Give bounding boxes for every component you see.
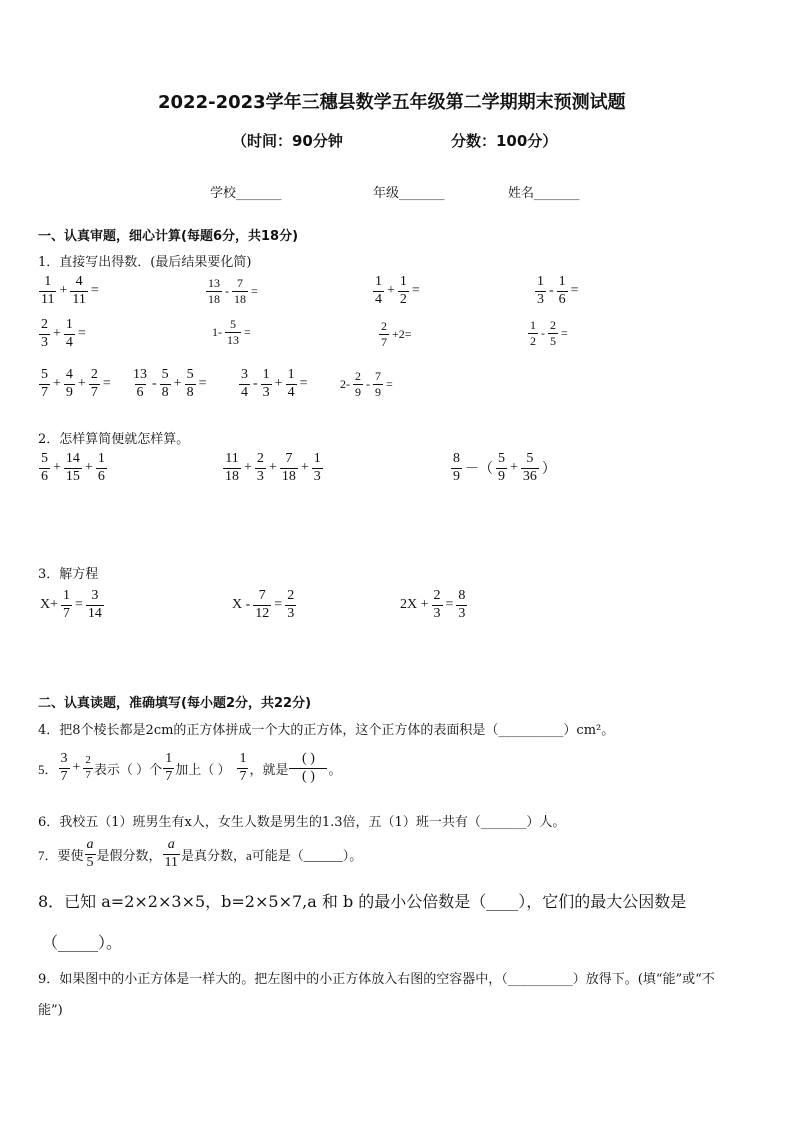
q7-prefix: 7．要使 — [38, 847, 84, 863]
operator: - — [253, 376, 258, 392]
numerator: 3 — [241, 367, 248, 382]
q1-expr — [38, 318, 88, 350]
q5-answer-fraction[interactable]: $\frac{( )}{( )}$ — [289, 752, 327, 784]
operator: = — [251, 283, 258, 298]
denominator: 2 — [530, 333, 536, 348]
numerator: 5 — [498, 451, 505, 466]
numerator: 5 — [161, 367, 169, 382]
numerator: 4 — [65, 367, 73, 382]
numerator: 2 — [381, 319, 387, 333]
section-2-heading: 二、认真读题，准确填写(每小题2分，共22分) — [38, 696, 312, 711]
denominator: 7 — [90, 384, 98, 400]
fraction — [548, 319, 558, 347]
operator: - — [152, 376, 157, 392]
q5-frac-c: $\frac{1}{7}$ — [165, 751, 173, 784]
numerator: 4 — [75, 274, 83, 289]
numerator: 5 — [526, 451, 534, 466]
denominator: 7 — [41, 384, 48, 400]
numerator: 5 — [186, 367, 194, 382]
denominator: 12 — [255, 605, 270, 621]
q3-expr — [230, 589, 297, 621]
denominator: 18 — [281, 468, 296, 484]
denominator: 3 — [287, 605, 295, 621]
operator: + — [510, 460, 518, 476]
q5-frac-a: $\frac{3}{7}$ — [60, 751, 68, 784]
denominator: 3 — [458, 605, 466, 621]
numerator: 13 — [208, 276, 220, 290]
fraction — [64, 318, 75, 350]
denominator: 18 — [234, 291, 246, 306]
operator: = — [445, 597, 454, 613]
fraction — [521, 452, 539, 484]
q1-expr — [38, 275, 101, 307]
denominator: 2 — [399, 291, 407, 307]
denominator: 11 — [72, 291, 86, 307]
numerator: 1 — [530, 318, 536, 332]
denominator: 4 — [65, 334, 73, 350]
denominator: 7 — [381, 334, 387, 349]
numerator: 2 — [287, 588, 295, 603]
numerator: 7 — [375, 369, 381, 383]
denominator: 6 — [136, 384, 144, 400]
numerator: 13 — [133, 367, 147, 382]
q4-text: 4．把8个棱长都是2cm的正方体拼成一个大的正方体，这个正方体的表面积是（__________）cm²。 — [38, 723, 615, 738]
denominator: 4 — [287, 384, 295, 400]
fraction — [70, 275, 87, 307]
operator: = — [244, 324, 251, 339]
fraction — [528, 319, 538, 347]
operator: + — [59, 283, 68, 299]
operator: X+ — [40, 597, 59, 613]
fraction — [379, 320, 389, 348]
denominator: 18 — [208, 291, 220, 306]
q5-frac-b: $\frac{2}{7}$ — [85, 754, 91, 781]
numerator: 5 — [41, 451, 48, 466]
fraction — [185, 368, 196, 400]
fraction — [39, 275, 56, 307]
denominator: 9 — [355, 384, 361, 399]
denominator: 18 — [225, 468, 239, 484]
operator: = — [274, 597, 283, 613]
numerator: 7 — [237, 276, 243, 290]
operator: X - — [232, 597, 251, 613]
denominator: 3 — [262, 384, 270, 400]
denominator: 7 — [63, 605, 71, 621]
fraction — [232, 277, 248, 305]
fraction — [496, 452, 507, 484]
operator: +2= — [392, 326, 412, 341]
numerator: 2 — [550, 318, 556, 332]
denominator: 15 — [65, 468, 80, 484]
q8-line-1: 8．已知 a=2×2×3×5，b=2×5×7,a 和 b 的最小公倍数是（____），它们的最大公因数是 — [38, 892, 687, 911]
numerator: 2 — [256, 451, 264, 466]
numerator: 2 — [355, 369, 361, 383]
fraction — [39, 318, 50, 350]
fraction — [285, 589, 296, 621]
q3-stem: 3．解方程 — [38, 567, 99, 582]
fraction — [39, 368, 50, 400]
operator: + — [268, 460, 277, 476]
fraction — [61, 589, 72, 621]
numerator: 8 — [458, 588, 466, 603]
q2-expr — [38, 452, 108, 484]
denominator: 8 — [161, 384, 169, 400]
numerator: 5 — [230, 317, 236, 331]
numerator: 1 — [65, 317, 73, 332]
q9-line-2: 能”) — [38, 1003, 63, 1018]
grade-field: 年级_______ — [373, 186, 445, 201]
denominator: 4 — [241, 384, 248, 400]
operator: - — [541, 325, 545, 340]
q7-text-2: 是真分数，a可能是（______）。 — [181, 847, 363, 863]
q5-line: 5． $\frac{3}{7}$ + $\frac{2}{7}$ 表示（ ）个 $\frac{1}{7}$ 加上（ ） $\frac{1}{7}$ ，就是 $\frac{( )}{( )}$ 。 — [38, 751, 342, 784]
operator: + — [244, 460, 252, 476]
q2-expr — [450, 452, 558, 484]
q3-expr — [398, 589, 468, 621]
operator: 2X + — [400, 597, 429, 613]
operator: = — [102, 376, 111, 392]
denominator: 3 — [433, 605, 441, 621]
operator: + — [300, 460, 309, 476]
operator: = — [198, 376, 207, 392]
fraction — [131, 368, 149, 400]
fraction — [239, 368, 250, 400]
fraction — [64, 368, 75, 400]
operator: －（ — [465, 462, 493, 478]
q5-text-4: 。 — [328, 761, 342, 777]
denominator: 6 — [558, 291, 566, 307]
fraction — [451, 452, 462, 484]
denominator: 6 — [97, 468, 105, 484]
numerator: 5 — [41, 367, 48, 382]
fraction — [286, 368, 297, 400]
operator: - — [366, 376, 370, 391]
numerator: 1 — [375, 274, 382, 289]
fraction — [225, 318, 241, 346]
name-field: 姓名_______ — [508, 186, 580, 201]
operator: = — [90, 283, 99, 299]
fraction — [261, 368, 272, 400]
numerator: 1 — [399, 274, 407, 289]
denominator: 3 — [256, 468, 264, 484]
denominator: 4 — [375, 291, 382, 307]
fraction — [312, 452, 323, 484]
q1-expr — [238, 368, 309, 400]
fraction — [280, 452, 298, 484]
q7-frac-a: $\frac{a}{5}$ — [86, 837, 94, 870]
page-title: 2022-2023学年三穗县数学五年级第二学期期末预测试题 — [158, 92, 626, 113]
numerator: 1 — [313, 451, 321, 466]
fraction — [89, 368, 100, 400]
numerator: 7 — [258, 588, 266, 603]
operator: = — [299, 376, 308, 392]
operator: - — [549, 283, 554, 299]
section-1-heading: 一、认真审题，细心计算(每题6分，共18分) — [38, 229, 299, 244]
q1-expr — [378, 320, 414, 348]
numerator: 7 — [285, 451, 293, 466]
denominator: 3 — [41, 334, 48, 350]
numerator: 1 — [44, 274, 52, 289]
operator: + — [53, 326, 61, 342]
q1-expr — [534, 275, 581, 307]
q1-expr — [130, 368, 208, 400]
operator: = — [75, 597, 83, 613]
q5-text-3: ，就是 — [249, 761, 289, 777]
fraction — [456, 589, 467, 621]
q1-expr — [372, 275, 422, 307]
fraction — [373, 275, 384, 307]
numerator: 1 — [63, 588, 71, 603]
q1-stem: 1．直接写出得数．(最后结果要化简) — [38, 255, 252, 270]
operator: = — [561, 325, 568, 340]
q5-prefix: 5． — [38, 761, 58, 777]
q1-expr — [338, 370, 395, 398]
denominator: 3 — [537, 291, 544, 307]
denominator: 9 — [375, 384, 381, 399]
numerator: 1 — [558, 274, 566, 289]
numerator: 14 — [65, 451, 80, 466]
operator: = — [570, 283, 579, 299]
operator: + — [77, 376, 86, 392]
q7-frac-b: $\frac{a}{11}$ — [164, 837, 179, 870]
denominator: 9 — [498, 468, 505, 484]
q8-line-2: （_____）。 — [42, 933, 123, 952]
q5-text-1: 表示（ ）个 — [93, 761, 163, 777]
fraction — [353, 370, 363, 398]
operator: = — [411, 283, 420, 299]
fraction — [39, 452, 50, 484]
fraction — [432, 589, 443, 621]
q2-expr — [222, 452, 324, 484]
denominator: 6 — [41, 468, 48, 484]
q7-text-1: 是假分数， — [96, 847, 162, 863]
q7-line — [38, 838, 362, 870]
numerator: 2 — [41, 317, 48, 332]
q2-stem: 2．怎样算简便就怎样算。 — [38, 432, 190, 447]
denominator: 8 — [186, 384, 194, 400]
operator: = — [77, 326, 86, 342]
denominator: 9 — [65, 384, 73, 400]
operator: + — [53, 460, 61, 476]
fraction — [96, 452, 107, 484]
operator: - — [225, 283, 229, 298]
operator: + — [53, 376, 61, 392]
numerator: 3 — [91, 588, 99, 603]
numerator: 11 — [225, 451, 239, 466]
operator: 1- — [212, 324, 222, 339]
numerator: 1 — [537, 274, 544, 289]
operator: + — [84, 460, 93, 476]
numerator: 2 — [90, 367, 98, 382]
fraction — [255, 452, 266, 484]
numerator: 1 — [97, 451, 105, 466]
denominator: 3 — [313, 468, 321, 484]
fraction — [64, 452, 82, 484]
q3-expr — [38, 589, 105, 621]
operator: + — [274, 376, 283, 392]
q9-line-1: 9．如果图中的小正方体是一样大的。把左图中的小正方体放入右图的空容器中，（__________）放得下。(填“能”或“不 — [38, 972, 715, 987]
q1-expr — [210, 318, 253, 346]
q5-frac-d: $\frac{1}{7}$ — [239, 751, 247, 784]
q1-expr — [527, 319, 570, 347]
fraction — [373, 370, 383, 398]
operator: + — [173, 376, 182, 392]
fraction — [557, 275, 568, 307]
operator: + — [387, 283, 395, 299]
denominator: 36 — [522, 468, 537, 484]
operator: ） — [541, 462, 556, 478]
operator: = — [386, 376, 393, 391]
q1-expr — [38, 368, 113, 400]
q6-text: 6．我校五（1）班男生有x人，女生人数是男生的1.3倍，五（1）班一共有（_______）人。 — [38, 815, 566, 830]
numerator: 2 — [433, 588, 441, 603]
score-label: 分数：100分） — [451, 132, 558, 150]
fraction — [206, 277, 222, 305]
time-label: （时间：90分钟 — [232, 132, 343, 150]
q1-expr — [205, 277, 260, 305]
denominator: 11 — [41, 291, 55, 307]
denominator: 5 — [550, 333, 556, 348]
fraction — [398, 275, 409, 307]
fraction — [86, 589, 104, 621]
fraction — [253, 589, 271, 621]
fraction — [535, 275, 546, 307]
numerator: 1 — [262, 367, 270, 382]
denominator: 9 — [453, 468, 460, 484]
fraction — [223, 452, 241, 484]
q5-text-2: 加上（ ） — [175, 761, 231, 777]
denominator: 13 — [227, 332, 239, 347]
operator: 2- — [340, 376, 350, 391]
denominator: 14 — [87, 605, 102, 621]
fraction — [160, 368, 171, 400]
numerator: 8 — [453, 451, 460, 466]
school-field: 学校_______ — [210, 186, 282, 201]
numerator: 1 — [287, 367, 295, 382]
